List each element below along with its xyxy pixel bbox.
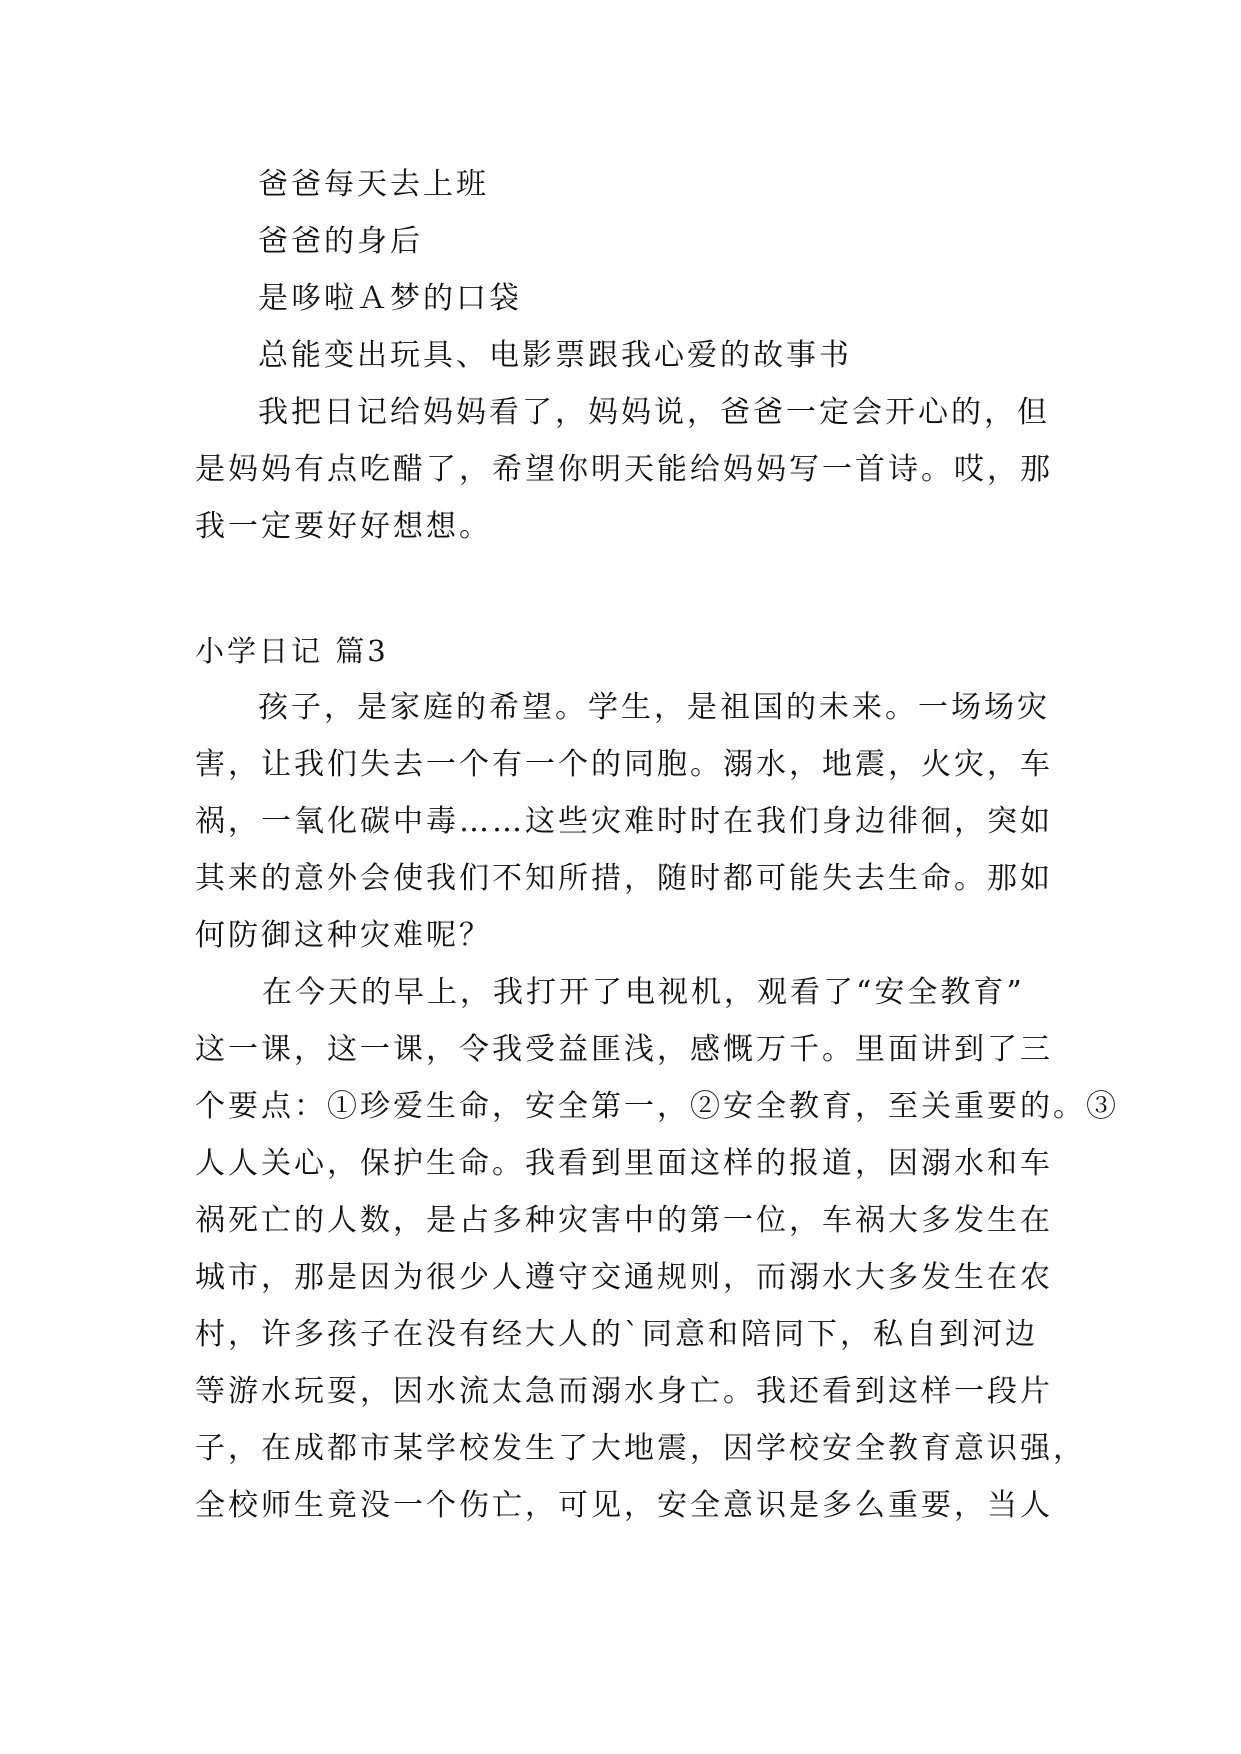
paragraph-line: 害，让我们失去一个有一个的同胞。溺水，地震，火灾，车 <box>195 747 1053 782</box>
paragraph-line: 祸，一氧化碳中毒……这些灾难时时在我们身边徘徊，突如 <box>195 804 1053 839</box>
paragraph-line: 全校师生竟没一个伤亡，可见，安全意识是多么重要，当人 <box>195 1488 1053 1523</box>
paragraph-line: 我一定要好好想想。 <box>195 509 492 544</box>
paragraph-line: 我把日记给妈妈看了，妈妈说，爸爸一定会开心的，但 <box>258 395 1050 430</box>
paragraph-line: 等游水玩耍，因水流太急而溺水身亡。我还看到这样一段片 <box>195 1374 1053 1409</box>
paragraph-line: 是妈妈有点吃醋了，希望你明天能给妈妈写一首诗。哎，那 <box>195 452 1053 487</box>
poem-line: 总能变出玩具、电影票跟我心爱的故事书 <box>258 338 852 373</box>
paragraph-line: 城市，那是因为很少人遵守交通规则，而溺水大多发生在农 <box>195 1260 1053 1295</box>
paragraph-line: 村，许多孩子在没有经大人的`同意和陪同下，私自到河边 <box>195 1317 1038 1352</box>
paragraph-line: 在今天的早上，我打开了电视机，观看了“安全教育” <box>262 975 1025 1010</box>
paragraph-line: 子，在成都市某学校发生了大地震，因学校安全教育意识强， <box>195 1431 1086 1466</box>
paragraph-line: 这一课，这一课，令我受益匪浅，感慨万千。里面讲到了三 <box>195 1032 1053 1067</box>
section-title: 小学日记 篇3 <box>195 634 389 668</box>
poem-line: 爸爸每天去上班 <box>258 167 489 202</box>
paragraph-line: 其来的意外会使我们不知所措，随时都可能失去生命。那如 <box>195 861 1053 896</box>
paragraph-line: 何防御这种灾难呢？ <box>195 918 492 953</box>
paragraph-line: 祸死亡的人数，是占多种灾害中的第一位，车祸大多发生在 <box>195 1203 1053 1238</box>
poem-line: 是哆啦Ａ梦的口袋 <box>258 281 522 316</box>
paragraph-line: 人人关心，保护生命。我看到里面这样的报道，因溺水和车 <box>195 1146 1053 1181</box>
poem-line: 爸爸的身后 <box>258 224 423 259</box>
paragraph-line: 孩子，是家庭的希望。学生，是祖国的未来。一场场灾 <box>258 690 1050 725</box>
paragraph-line: 个要点：①珍爱生命，安全第一，②安全教育，至关重要的。③ <box>195 1089 1119 1124</box>
